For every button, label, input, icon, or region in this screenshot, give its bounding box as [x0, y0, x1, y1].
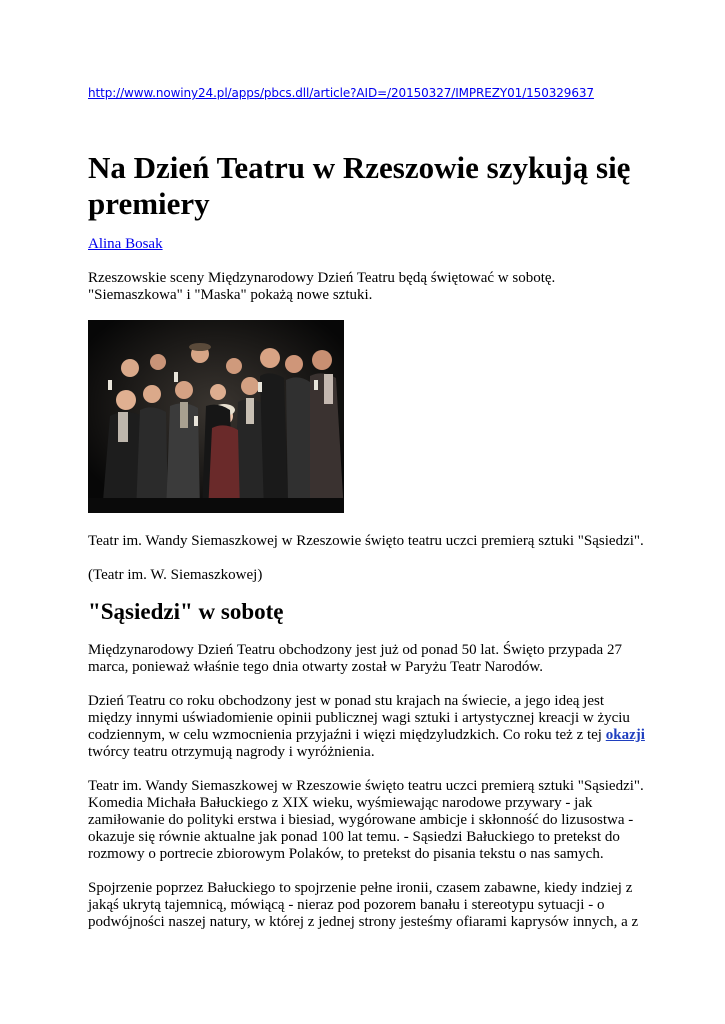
photo-credit: (Teatr im. W. Siemaszkowej) [88, 567, 263, 583]
article-photo [88, 320, 344, 513]
paragraph-2 [88, 693, 648, 761]
paragraph-2-text-end: twórcy teatru otrzymują nagrody i wyróżnienia. [88, 744, 375, 760]
theatre-cast-photo [88, 320, 344, 513]
author-link[interactable]: Alina Bosak [88, 236, 163, 252]
paragraph-2-text-start: Dzień Teatru co roku obchodzony jest w ponad stu krajach na świecie, a jego ideą jest między innymi uświadomienie opinii publicznej wagi sztuki i artystycznej kreacji w życiu codziennym, w celu wzmocnienia przyjaźni i więzi międzyludzkich. Co roku też z tej [88, 693, 630, 743]
section-heading: "Sąsiedzi" w sobotę [88, 599, 284, 624]
photo-caption: Teatr im. Wandy Siemaszkowej w Rzeszowie święto teatru uczci premierą sztuki "Sąsiedzi". [88, 533, 644, 549]
paragraph-4: Spojrzenie poprzez Bałuckiego to spojrzenie pełne ironii, czasem zabawne, kiedy indziej z jakąś ukrytą tajemnicą, mówiącą - nieraz pod pozorem banału i stereotypu sytuacji - o podwójności naszej natury, w której z jednej strony jesteśmy ofiarami kaprysów innych, a z [88, 880, 639, 930]
paragraph-3: Teatr im. Wandy Siemaszkowej w Rzeszowie święto teatru uczci premierą sztuki "Sąsiedzi". Komedia Michała Bałuckiego z XIX wieku, wyśmiewając narodowe przywary - jak zamiłowanie do polityki erstwa i biesiad, wygórowane ambicje i skłonność do lizusostwa - okazuje się równie aktualne jak ponad 100 lat temu. - Sąsiedzi Bałuckiego to pretekst do rozmowy o portrecie zbiorowym Polaków, to pretekst do pisania tekstu o nas samych. [88, 778, 644, 862]
article-title: Na Dzień Teatru w Rzeszowie szykują się premiery [88, 150, 631, 221]
article-lead: Rzeszowskie sceny Międzynarodowy Dzień Teatru będą świętować w sobotę. "Siemaszkowa" i "Maska" pokażą nowe sztuki. [88, 270, 556, 303]
source-url-link[interactable]: http://www.nowiny24.pl/apps/pbcs.dll/article?AID=/20150327/IMPREZY01/150329637 [88, 86, 594, 100]
okazji-link[interactable]: okazji [605, 727, 645, 743]
paragraph-1: Międzynarodowy Dzień Teatru obchodzony jest już od ponad 50 lat. Święto przypada 27 marca, ponieważ właśnie tego dnia otwarty został w Paryżu Teatr Narodów. [88, 642, 622, 675]
